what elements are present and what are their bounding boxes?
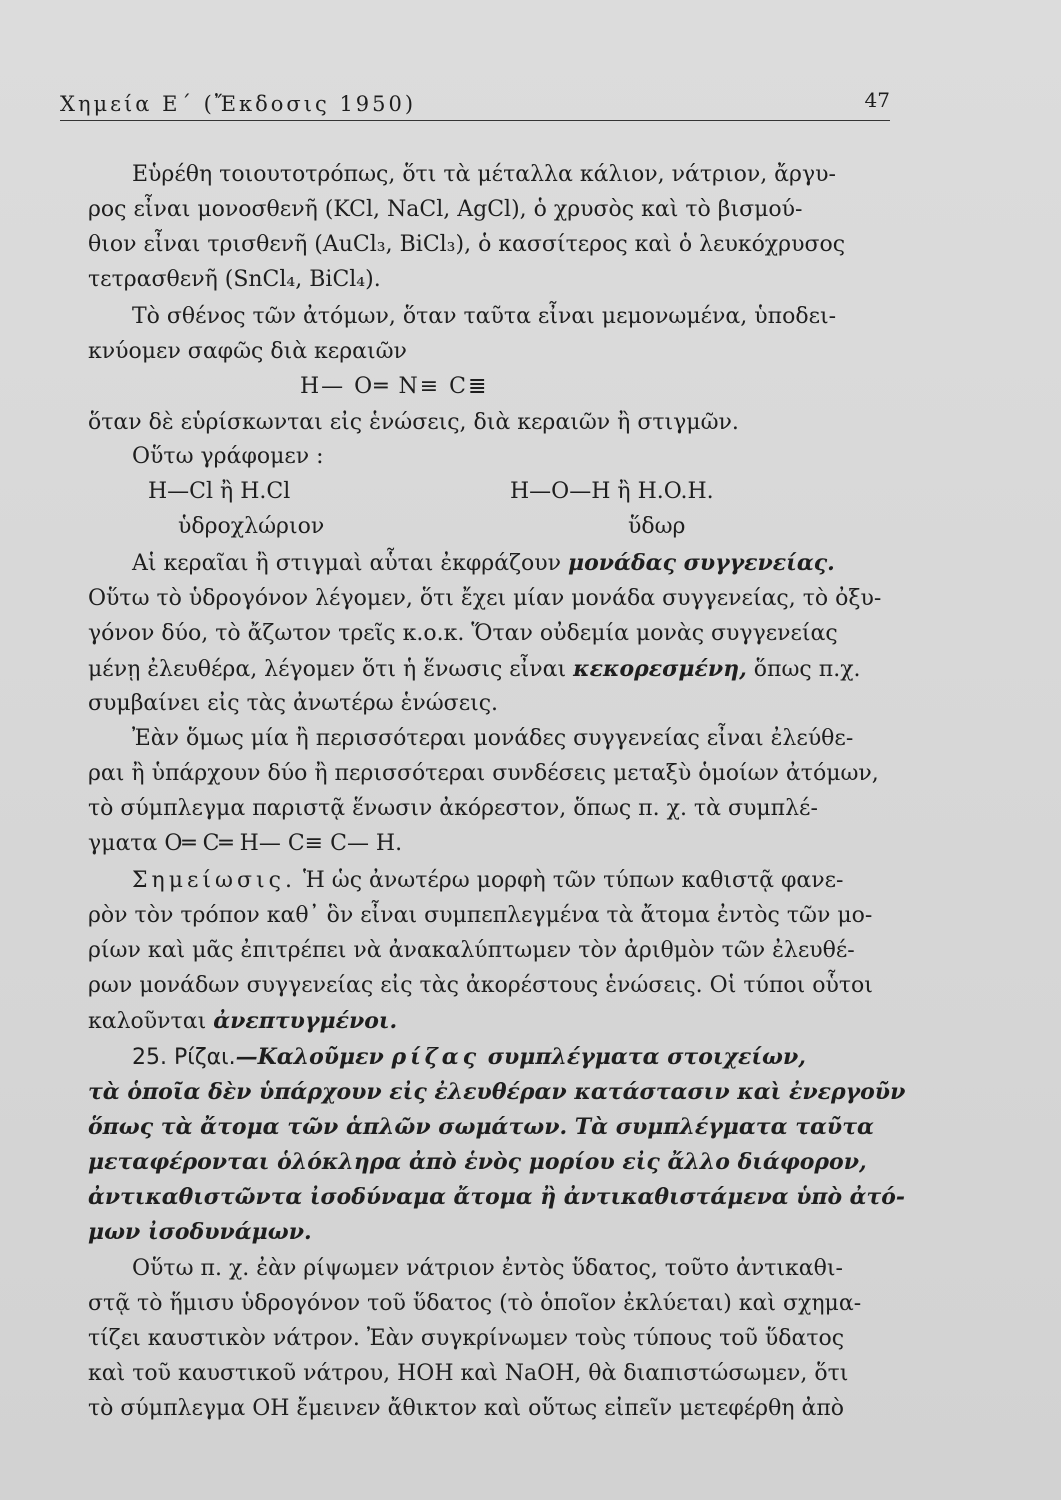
formula-water: H—O—H ἢ H.O.H. xyxy=(510,479,714,504)
text-line: τίζει καυστικὸν νάτρον. Ἐὰν συγκρίνωμεν τοὺς τύπους τοῦ ὕδατος xyxy=(88,1326,845,1351)
text-line: ρων μονάδων συγγενείας εἰς τὰς ἀκορέστους ἑνώσεις. Οἱ τύποι οὗτοι xyxy=(88,973,873,998)
text-line: κνύομεν σαφῶς διὰ κεραιῶν xyxy=(88,339,407,364)
label-water: ὕδωρ xyxy=(628,514,686,539)
text-segment: μένῃ ἐλευθέρα, λέγομεν ὅτι ἡ ἕνωσις εἶναι xyxy=(88,657,574,682)
text-line: θιον εἶναι τρισθενῆ (AuCl₃, BiCl₃), ὁ κασσίτερος καὶ ὁ λευκόχρυσος xyxy=(88,232,846,257)
text-line: ρὸν τὸν τρόπον καθ᾽ ὃν εἶναι συμπεπλεγμένα τὰ ἄτομα ἐντὸς τῶν μο- xyxy=(88,903,873,928)
label-hydrochloric: ὑδροχλώριον xyxy=(178,514,325,539)
text-line: τὸ σύμπλεγμα παριστᾷ ἕνωσιν ἀκόρεστον, ὅπως π. χ. τὰ συμπλέ- xyxy=(88,796,818,821)
text-line xyxy=(88,1006,397,1037)
header-title: Χημεία Ε΄ (Ἔκδοσις 1950) xyxy=(60,92,417,116)
text-line xyxy=(132,866,843,896)
section-number: 25. xyxy=(132,1045,167,1070)
text-line: συμβαίνει εἰς τὰς ἀνωτέρω ἑνώσεις. xyxy=(88,691,499,716)
text-line: ὅταν δὲ εὑρίσκωνται εἰς ἑνώσεις, διὰ κεραιῶν ἢ στιγμῶν. xyxy=(88,410,739,435)
valence-bonds-formula: H— O═ N≡ C≣ xyxy=(300,374,489,399)
text-line: Εὑρέθη τοιουτοτρόπως, ὅτι τὰ μέταλλα κάλιον, νάτριον, ἄργυ- xyxy=(132,162,836,187)
emphasis-term: μονάδας συγγενείας. xyxy=(568,550,835,576)
text-segment: καλοῦνται xyxy=(88,1009,214,1034)
text-line: μων ἰσοδυνάμων. xyxy=(88,1219,312,1245)
text-segment: συμπλέγματα στοιχείων, xyxy=(480,1044,806,1070)
text-line: Ἐὰν ὅμως μία ἢ περισσότεραι μονάδες συγγενείας εἶναι ἐλεύθε- xyxy=(132,726,854,751)
note-label: Σημείωσις. xyxy=(132,868,296,893)
page-number: 47 xyxy=(864,88,890,112)
text-line: Οὕτω γράφομεν : xyxy=(132,444,324,469)
text-segment: ὅπως π.χ. xyxy=(746,657,861,682)
text-line: ρος εἶναι μονοσθενῆ (KCl, NaCl, AgCl), ὁ χρυσὸς καὶ τὸ βισμού- xyxy=(88,197,803,222)
section-heading-line xyxy=(132,1042,806,1073)
formula-hydrochloric: H—Cl ἢ H.Cl xyxy=(148,479,291,504)
text-line: γόνον δύο, τὸ ἄζωτον τρεῖς κ.ο.κ. Ὅταν οὐδεμία μονὰς συγγενείας xyxy=(88,621,838,646)
text-line xyxy=(132,548,835,579)
text-segment: Αἱ κεραῖαι ἢ στιγμαὶ αὗται ἐκφράζουν xyxy=(132,551,568,576)
emphasis-term: ἀνεπτυγμένοι. xyxy=(213,1008,398,1034)
text-segment: Ἡ ὡς ἀνωτέρω μορφὴ τῶν τύπων καθιστᾷ φανε- xyxy=(295,868,844,893)
text-line: ρίων καὶ μᾶς ἐπιτρέπει νὰ ἀνακαλύπτωμεν τὸν ἀριθμὸν τῶν ἐλευθέ- xyxy=(88,938,855,963)
text-line: γματα O═ C═ H— C≡ C— H. xyxy=(88,831,403,856)
text-line: τὸ σύμπλεγμα OH ἔμεινεν ἄθικτον καὶ οὕτως εἰπεῖν μετεφέρθη ἀπὸ xyxy=(88,1396,845,1421)
text-line: Τὸ σθένος τῶν ἀτόμων, ὅταν ταῦτα εἶναι μεμονωμένα, ὑποδει- xyxy=(132,304,837,329)
text-line: ἀντικαθιστῶντα ἰσοδύναμα ἄτομα ἢ ἀντικαθιστάμενα ὑπὸ ἀτό- xyxy=(88,1184,905,1210)
emphasis-term: ρίζας xyxy=(391,1044,481,1070)
section-title: Ρίζαι. xyxy=(174,1045,236,1070)
text-line: Οὕτω τὸ ὑδρογόνον λέγομεν, ὅτι ἔχει μίαν μονάδα συγγενείας, τὸ ὀξυ- xyxy=(88,586,882,611)
text-line: μεταφέρονται ὁλόκληρα ἀπὸ ἑνὸς μορίου εἰς ἄλλο διάφορον, xyxy=(88,1149,867,1175)
emphasis-term: κεκορεσμένη, xyxy=(573,656,747,682)
text-line: ὅπως τὰ ἄτομα τῶν ἁπλῶν σωμάτων. Τὰ συμπλέγματα ταῦτα xyxy=(88,1114,874,1140)
text-segment: —Καλοῦμεν xyxy=(235,1044,392,1070)
text-line xyxy=(88,654,861,685)
text-line: ραι ἢ ὑπάρχουν δύο ἢ περισσότεραι συνδέσεις μεταξὺ ὁμοίων ἀτόμων, xyxy=(88,761,879,786)
text-line: στᾷ τὸ ἥμισυ ὑδρογόνον τοῦ ὕδατος (τὸ ὁποῖον ἐκλύεται) καὶ σχημα- xyxy=(88,1291,862,1316)
text-line: τὰ ὁποῖα δὲν ὑπάρχουν εἰς ἐλευθέραν κατάστασιν καὶ ἐνεργοῦν xyxy=(88,1079,906,1105)
text-line: τετρασθενῆ (SnCl₄, BiCl₄). xyxy=(88,267,381,292)
text-line: Οὕτω π. χ. ἐὰν ρίψωμεν νάτριον ἐντὸς ὕδατος, τοῦτο ἀντικαθι- xyxy=(132,1256,843,1281)
text-line: καὶ τοῦ καυστικοῦ νάτρου, HOH καὶ NaOH, θὰ διαπιστώσωμεν, ὅτι xyxy=(88,1361,849,1386)
running-header xyxy=(60,86,890,121)
